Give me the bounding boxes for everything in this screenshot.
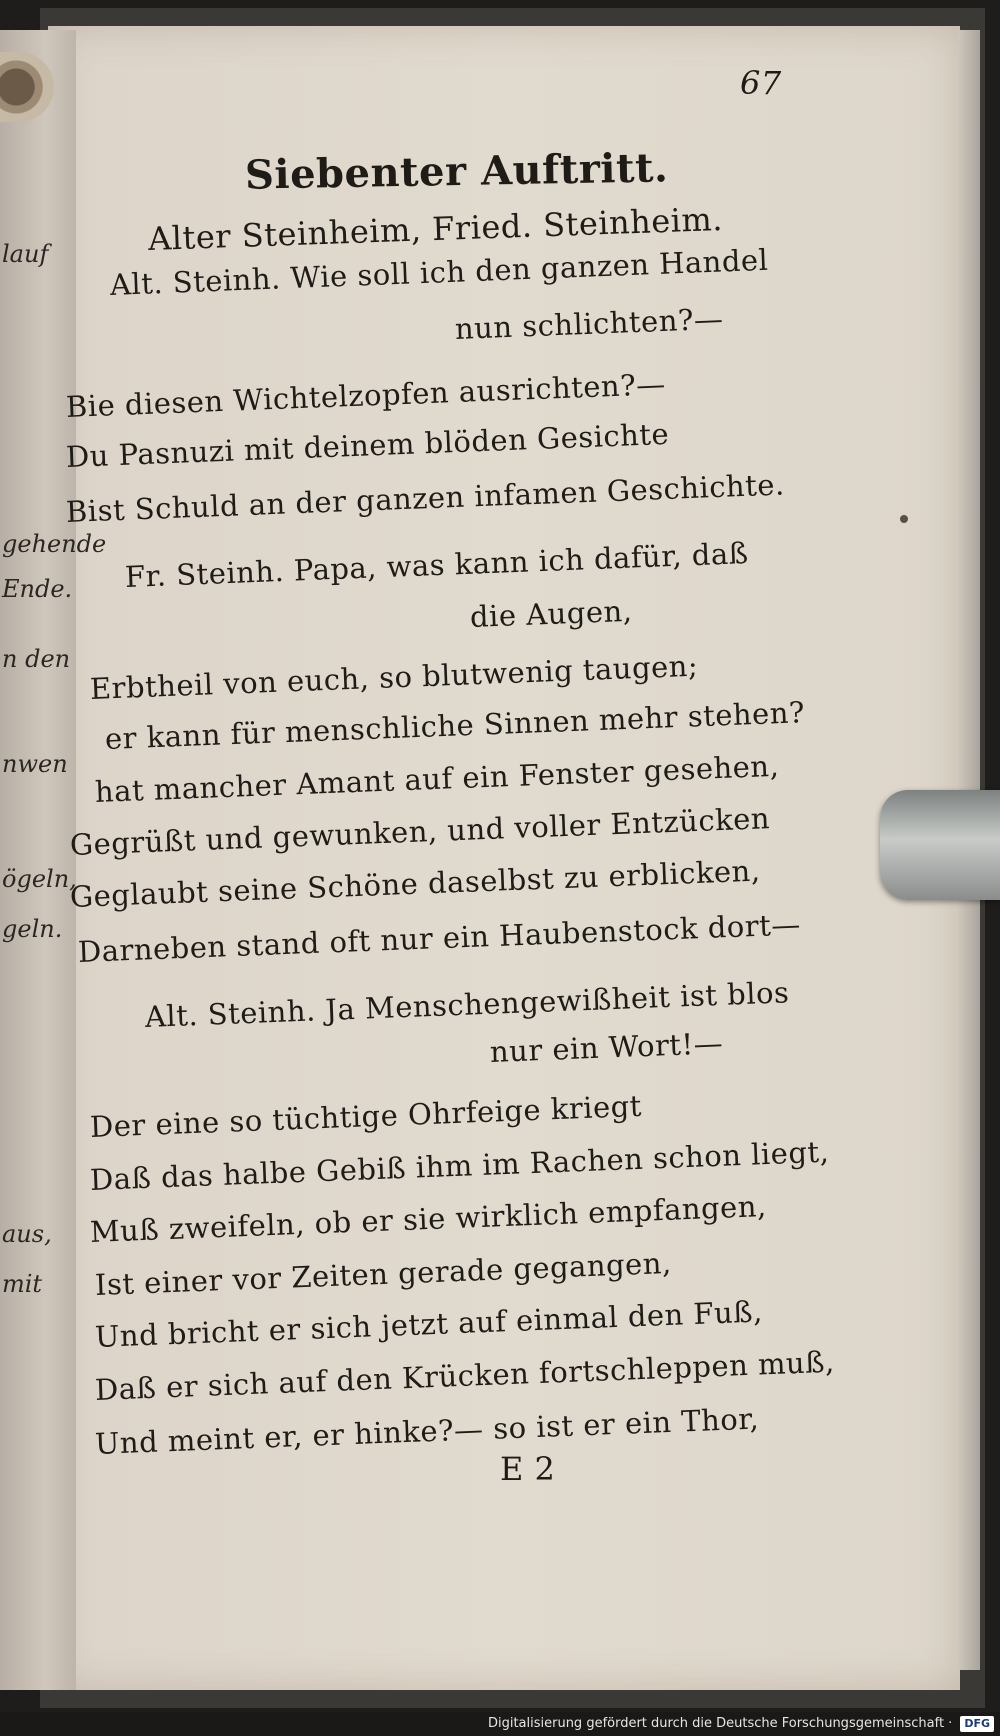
verse-line: Erbtheil von euch, so blutwenig taugen; — [89, 648, 699, 706]
verse-line: er kann für menschliche Sinnen mehr stehen? — [104, 695, 806, 756]
verse-line: Muß zweifeln, ob er sie wirklich empfangen, — [89, 1189, 768, 1249]
verse-line: Geglaubt seine Schöne daselbst zu erblicken, — [69, 853, 762, 914]
verse-line: Ist einer vor Zeiten gerade gegangen, — [94, 1245, 673, 1302]
verse-line: nun schlichten?— — [454, 301, 725, 346]
verse-line: Bie diesen Wichtelzopfen ausrichten?— — [65, 366, 667, 424]
left-fragment: Ende. — [2, 575, 73, 603]
left-fragment: n den — [2, 645, 71, 673]
page-clip — [880, 790, 1000, 900]
verse-line: Daß er sich auf den Krücken fortschleppen muß, — [94, 1344, 836, 1407]
footer-credit: Digitalisierung gefördert durch die Deutsche Forschungsgemeinschaft · — [487, 1716, 953, 1731]
scene-title: Siebenter Auftritt. — [244, 144, 669, 199]
paper-spot — [900, 515, 908, 523]
facing-page-edge — [0, 30, 107, 1690]
verse-line: Fr. Steinh. Papa, was kann ich dafür, daß — [124, 536, 750, 594]
left-fragment: aus, — [2, 1220, 52, 1248]
verse-line: Alt. Steinh. Wie soll ich den ganzen Handel — [109, 242, 769, 302]
verse-line: Und meint er, er hinke?— so ist er ein Thor, — [94, 1401, 760, 1461]
verse-line: Daß das halbe Gebiß ihm im Rachen schon liegt, — [89, 1134, 830, 1197]
verse-line: Und bricht er sich jetzt auf einmal den Fuß, — [94, 1294, 764, 1354]
left-fragment: nwen — [2, 750, 68, 778]
verse-line: hat mancher Amant auf ein Fenster gesehen, — [94, 748, 780, 809]
verse-line: Alt. Steinh. Ja Menschengewißheit ist blos — [144, 975, 790, 1034]
left-fragment: geln. — [2, 915, 63, 943]
verse-line: Bist Schuld an der ganzen infamen Geschichte. — [65, 467, 786, 529]
left-fragment: lauf — [2, 240, 49, 268]
verse-line: Der eine so tüchtige Ohrfeige kriegt — [89, 1088, 643, 1144]
left-fragment: gehende — [2, 530, 107, 558]
catchword: E 2 — [500, 1450, 556, 1488]
dfg-logo: DFG — [960, 1716, 994, 1732]
verse-line: Gegrüßt und gewunken, und voller Entzücken — [69, 801, 771, 862]
verse-line: Du Pasnuzi mit deinem blöden Gesichte — [65, 416, 670, 474]
verse-line: Darneben stand oft nur ein Haubenstock dort— — [77, 907, 802, 969]
digitization-footer — [0, 1712, 1000, 1736]
cast-list: Alter Steinheim, Fried. Steinheim. — [147, 199, 724, 259]
page-roll — [0, 52, 54, 122]
left-fragment: mit — [2, 1270, 43, 1298]
verse-line: die Augen, — [469, 593, 634, 634]
left-fragment: ögeln, — [2, 865, 77, 893]
verse-line: nur ein Wort!— — [489, 1026, 724, 1069]
page-number: 67 — [740, 64, 782, 102]
